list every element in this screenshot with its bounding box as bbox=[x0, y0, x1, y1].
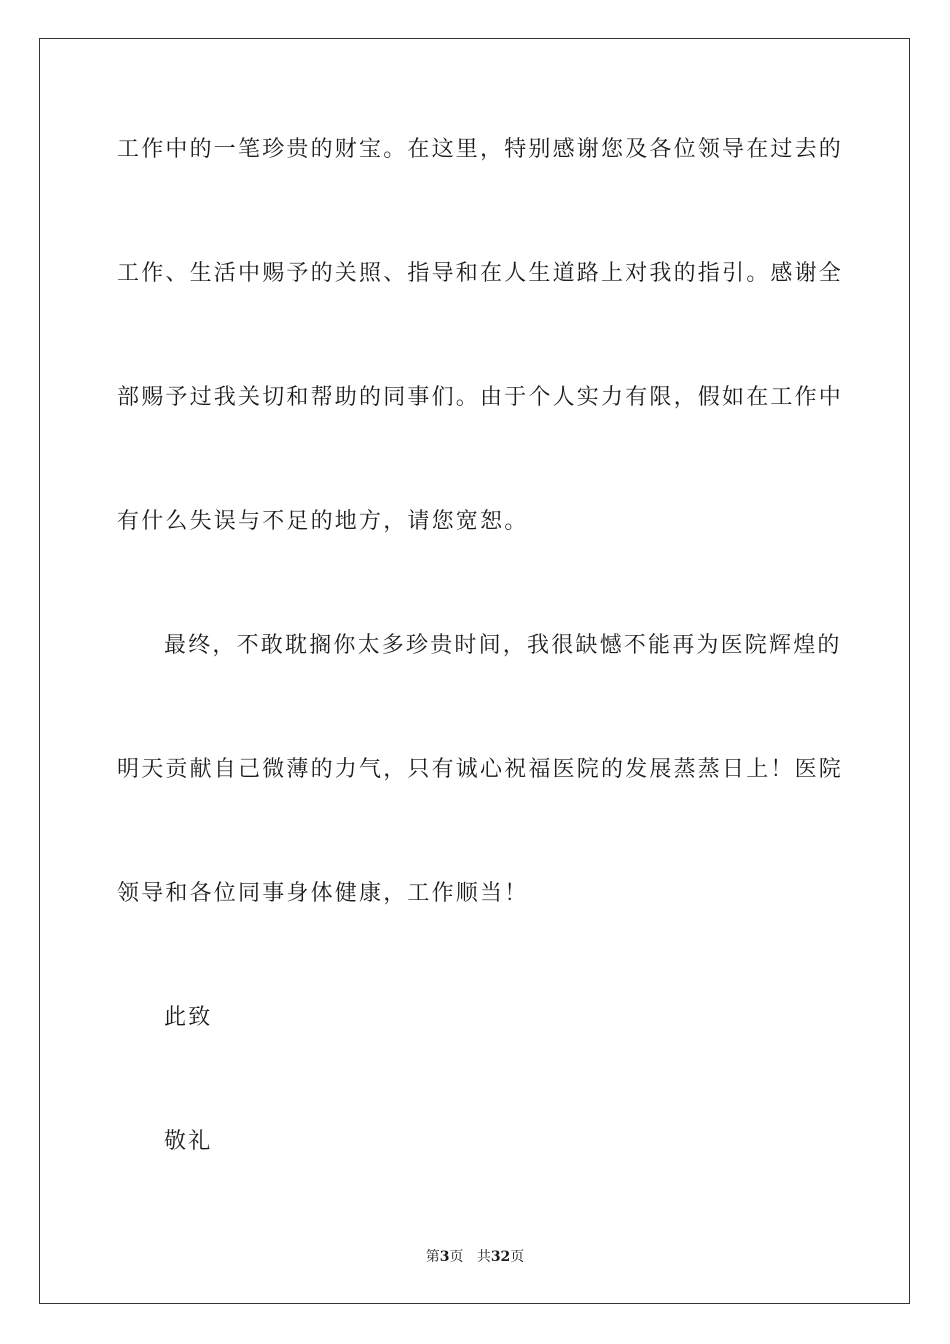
page-footer bbox=[0, 1248, 950, 1266]
page-number: 3 bbox=[439, 1249, 450, 1265]
total-label-prefix: 共 bbox=[476, 1249, 491, 1265]
body-line-2: 工作、生活中赐予的关照、指导和在人生道路上对我的指引。感谢全 bbox=[117, 261, 844, 286]
body-line-7: 领导和各位同事身体健康，工作顺当！ bbox=[117, 881, 529, 906]
body-line-1: 工作中的一笔珍贵的财宝。在这里，特别感谢您及各位领导在过去的 bbox=[117, 137, 844, 162]
closing-regards: 敬礼 bbox=[164, 1129, 213, 1154]
total-label-suffix: 页 bbox=[510, 1249, 525, 1265]
body-line-5: 最终，不敢耽搁你太多珍贵时间，我很缺憾不能再为医院辉煌的 bbox=[164, 633, 842, 658]
closing-salutation: 此致 bbox=[164, 1005, 213, 1030]
body-line-4: 有什么失误与不足的地方，请您宽恕。 bbox=[117, 509, 529, 534]
body-line-3: 部赐予过我关切和帮助的同事们。由于个人实力有限，假如在工作中 bbox=[117, 385, 844, 410]
page-label-suffix: 页 bbox=[449, 1249, 464, 1265]
page-label-prefix: 第 bbox=[425, 1249, 440, 1265]
body-line-6: 明天贡献自己微薄的力气，只有诚心祝福医院的发展蒸蒸日上！医院 bbox=[117, 757, 844, 782]
total-pages: 32 bbox=[490, 1249, 511, 1265]
page-frame bbox=[39, 38, 910, 1304]
